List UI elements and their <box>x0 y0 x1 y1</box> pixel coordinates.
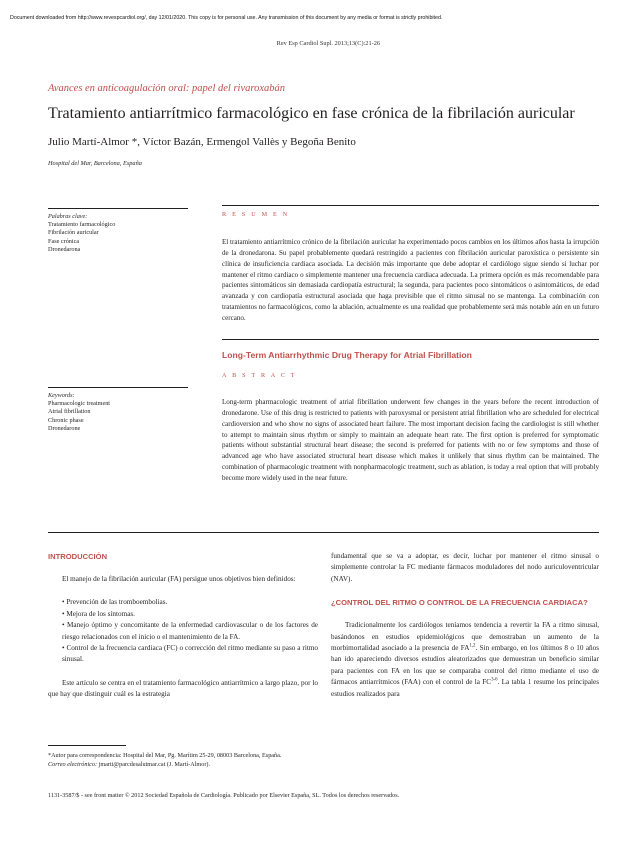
intro-heading: INTRODUCCIÓN <box>48 552 108 561</box>
keywords-en <box>48 387 188 433</box>
bullet-item: • Control de la frecuencia cardiaca (FC) o corrección del ritmo mediante su paso a ritmo sinusal. <box>62 644 318 664</box>
copyright: 1131-3587/$ - see front matter © 2012 Sociedad Española de Cardiología. Publicado por Elsevier España, SL. Todos los derechos reservados. <box>48 792 400 799</box>
keywords-title: Palabras clave: <box>48 213 88 220</box>
body-paragraph: fundamental que se va a adoptar, es decir, luchar por mantener el ritmo sinusal o simplemente controlar la FC mediante fármacos moduladores del nodo auriculoventricular (NAV). <box>331 552 599 583</box>
text-run: . La tabla 1 resume los principales estudios realizados para <box>331 678 599 698</box>
section-heading: ¿CONTROL DEL RITMO O CONTROL DE LA FRECUENCIA CARDIACA? <box>331 598 588 608</box>
download-notice: Document downloaded from http://www.revespcardiol.org/, day 12/01/2020. This copy is for personal use. Any transmission of this document by any media or format is strictly prohibited. <box>10 15 443 21</box>
keyword: Pharmacologic treatment <box>48 400 111 408</box>
authors: Julio Martí-Almor *, Víctor Bazán, Ermengol Vallès y Begoña Benito <box>48 136 356 148</box>
reference-link[interactable]: 3-6 <box>491 677 498 683</box>
reference-link[interactable]: 1,2 <box>469 643 476 649</box>
section-title: Avances en anticoagulación oral: papel del rivaroxabán <box>48 83 285 94</box>
keyword: Tratamiento farmacológico <box>48 221 116 229</box>
keyword: Dronedarona <box>48 245 81 253</box>
abstract-text: Long-term pharmacologic treatment of atrial fibrillation underwent few changes in the years before the recent introduction of dronedarone. Use of this drug is restricted to patients with paroxysmal or persistent atrial fibrillation who are scheduled for electrical cardioversion and who show no signs of associated heart failure. The most important decision facing the cardiologist is still whether to attempt to maintain sinus rhythm or simply to maintain an adequate heart rate. The first option is preferred for symptomatic patients without substantial structural heart disease; the second is preferred for patients with no or few symptoms and those of advanced age who have associated structural heart disease which makes it unlikely that sinus rhythm can be maintained. The combination of pharmacologic treatment with nonpharmacologic treatment, such as ablation, is today a real option that will probably become more widely used in the near future. <box>222 398 599 482</box>
keyword: Atrial fibrillation <box>48 408 91 416</box>
bullet-item: • Prevención de las tromboembolias. <box>62 598 168 607</box>
footnotes <box>48 751 333 770</box>
correspondence-note: *Autor para correspondencia: Hospital del Mar, Pg. Marítim 25-29, 08003 Barcelona, España. <box>48 752 282 759</box>
intro-paragraph: El manejo de la fibrilación auricular (FA) persigue unos objetivos bien definidos: <box>62 575 296 583</box>
keyword: Chronic phase <box>48 416 84 424</box>
abstract-label: A B S T R A C T <box>222 372 297 379</box>
email-label: Correo electrónico: <box>48 761 98 769</box>
resumen-text: El tratamiento antiarrítmico crónico de la fibrilación auricular ha experimentado pocos cambios en los últimos años hasta la irrupción de la dronedarona. Su papel probablemente quedará restringido a pacientes con fibrilación auricular paroxística o persistente sin clínica de insuficiencia cardiaca asociada. La decisión más importante que debe adoptar el cardiólogo sigue siendo si luchar por mantener el ritmo cardiaco o simplemente mantener una frecuencia cardiaca adecuada. La primera opción es más recomendable para pacientes sintomáticos sin demasiada cardiopatía estructural; la segunda, para pacientes poco sintomáticos o asintomáticos, de edad avanzada y con cardiopatía estructural asociada que haga previsible que el ritmo sinusal no se mantenga. La combinación con tratamientos no farmacológicos, como la ablación, actualmente es una realidad que probablemente será más notable aún en un futuro cercano. <box>222 238 599 322</box>
keyword: Fase crónica <box>48 237 80 245</box>
keywords-rule <box>48 387 188 388</box>
body-left-column <box>48 551 318 701</box>
english-title: Long-Term Antiarrhythmic Drug Therapy for Atrial Fibrillation <box>222 350 472 360</box>
keyword: Fibrilación auricular <box>48 229 99 237</box>
keyword: Dronedarone <box>48 424 81 432</box>
abstract-rule <box>222 339 599 340</box>
abstract-bottom-rule <box>48 532 599 533</box>
email-link[interactable]: jmarti@parcdesalutmar.cat (J. Martí-Almor). <box>98 761 211 769</box>
body-right-column <box>331 551 599 700</box>
resumen-rule <box>222 205 599 206</box>
article-title: Tratamiento antiarrítmico farmacológico en fase crónica de la fibrilación auricular <box>48 105 575 122</box>
text-run: Tradicionalmente los cardiólogos teníamos tendencia a revertir la FA a ritmo sinusal, basándonos en estudios epidemiológicos que demostraban un aumento de la morbimortalidad asociado a la presencia de FA <box>331 621 599 653</box>
affiliation: Hospital del Mar, Barcelona, España <box>48 160 142 167</box>
keywords-rule <box>48 208 188 209</box>
body-paragraph <box>331 620 599 700</box>
bullet-item: • Mejora de los síntomas. <box>62 609 135 618</box>
journal-reference: Rev Esp Cardiol Supl. 2013;13(C):21-26 <box>276 40 380 47</box>
email-note <box>48 760 333 769</box>
keywords-title: Keywords: <box>48 392 75 399</box>
text-run: . Sin embargo, en los últimos 8 o 10 años han ido apareciendo diversos estudios aleatorizados que demuestran un beneficio similar para pacientes con FA en los que se comparaba control del ritmo mediante el uso de fármacos antiarrítmicos (FAA) con el control de la FC <box>331 644 599 687</box>
bullet-item: • Manejo óptimo y concomitante de la enfermedad cardiovascular o de los factores de riesgo relacionados con el inicio o el mantenimiento de la FA. <box>62 621 318 641</box>
keywords-es <box>48 208 188 254</box>
resumen-label: R E S U M E N <box>222 211 290 218</box>
intro-paragraph: Este artículo se centra en el tratamiento farmacológico antiarrítmico a largo plazo, por lo que hay que distinguir cuál es la estrategia <box>48 678 318 699</box>
footnote-rule <box>48 745 126 746</box>
